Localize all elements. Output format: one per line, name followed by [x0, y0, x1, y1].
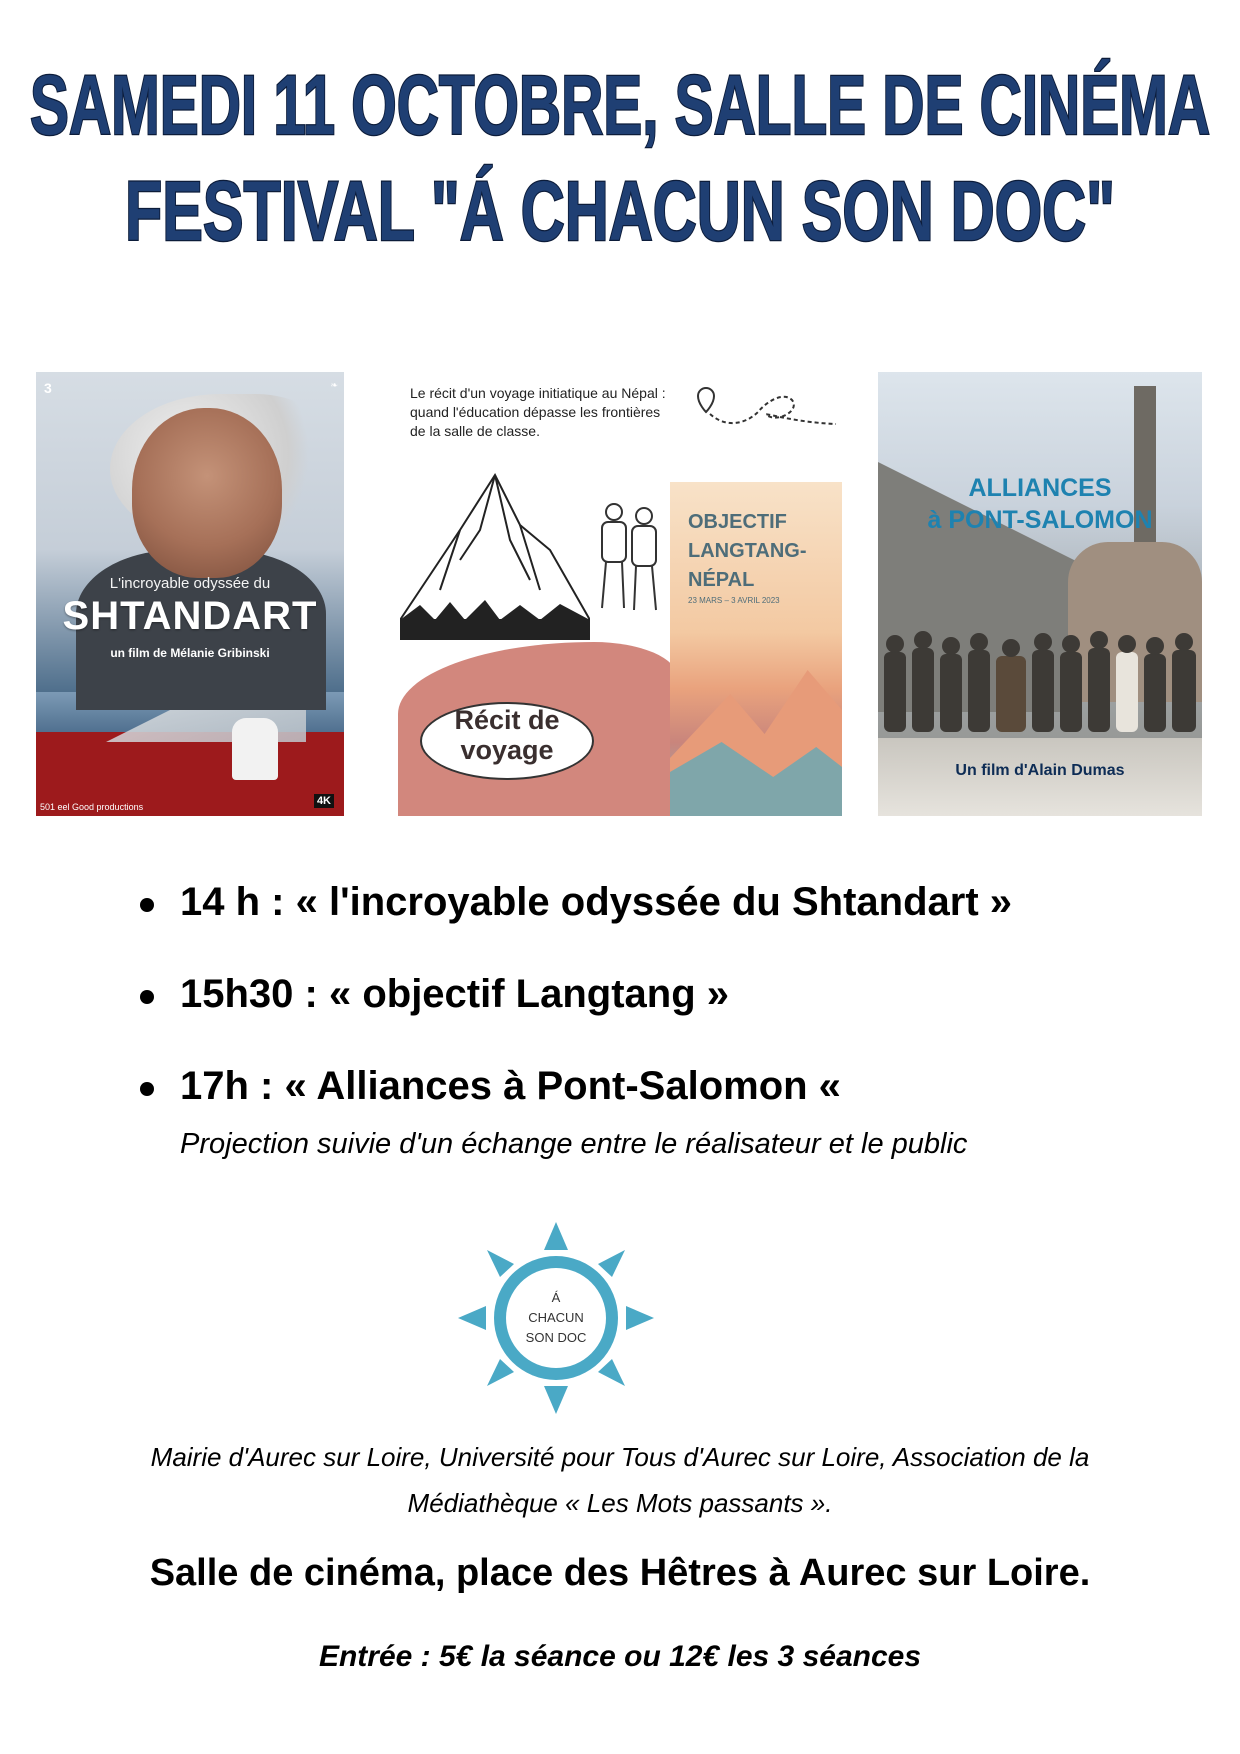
partners [60, 1434, 1180, 1526]
4k-badge: 4K [314, 794, 334, 808]
card-dates: 23 MARS – 3 AVRIL 2023 [688, 596, 780, 605]
bullet-icon [140, 1082, 154, 1096]
partners-line-1: Mairie d'Aurec sur Loire, Université pour Tous d'Aurec sur Loire, Association de la [150, 1442, 1090, 1472]
poster-byline: un film de Mélanie Gribinski [110, 646, 270, 660]
card-title-line-3: NÉPAL [688, 569, 755, 591]
headline-wordart [0, 30, 1240, 270]
bullet-icon [140, 990, 154, 1004]
poster-title: SHTANDART [62, 594, 318, 638]
logo-line-3: SON DOC [525, 1330, 587, 1345]
logo-line-1: Á [551, 1290, 561, 1305]
festival-laurel-icon: ❧ [330, 380, 338, 390]
program-title: « l'incroyable odyssée du Shtandart » [295, 880, 1012, 924]
hikers-sketch [584, 498, 670, 616]
program-time: 14 h [180, 880, 261, 924]
card-title-line-2: LANGTANG- [688, 540, 807, 562]
poster-byline: Un film d'Alain Dumas [955, 762, 1125, 779]
route-pin-icon [688, 382, 838, 438]
program-note: Projection suivie d'un échange entre le réalisateur et le public [180, 1128, 968, 1160]
price: Entrée : 5€ la séance ou 12€ les 3 séances [318, 1640, 922, 1673]
workers-crowd-image [878, 622, 1202, 742]
headline [0, 30, 1240, 270]
program-list [146, 880, 1146, 1156]
venue: Salle de cinéma, place des Hêtres à Aurec sur Loire. [149, 1552, 1091, 1594]
recit-line-1: Récit de [454, 705, 560, 735]
poster-production: 501 eel Good productions [40, 802, 144, 812]
headline-line-1: SAMEDI 11 OCTOBRE, SALLE DE CINÉMA [30, 58, 1210, 152]
recit-label [420, 705, 594, 765]
festival-sun-logo [456, 1220, 656, 1416]
poster-kicker: L'incroyable odyssée du [109, 575, 271, 592]
program-time: 15h30 [180, 972, 294, 1016]
poster-title-line-1: ALLIANCES [968, 474, 1112, 502]
bullet-icon [140, 898, 154, 912]
program-time: 17h [180, 1064, 249, 1108]
poster-shtandart [36, 372, 344, 816]
poster-pont-salomon [878, 372, 1202, 816]
recit-line-2: voyage [460, 735, 554, 765]
posters-row [0, 372, 1240, 816]
card-title [688, 508, 838, 595]
program-item: 17h : « Alliances à Pont-Salomon « [146, 1064, 1146, 1156]
program-item: 15h30 : « objectif Langtang » [146, 972, 1146, 1064]
program-item: 14 h : « l'incroyable odyssée du Shtandart » [146, 880, 1146, 972]
partners-line-2: Médiathèque « Les Mots passants ». [407, 1488, 833, 1518]
poster-intro-text: Le récit d'un voyage initiatique au Népal : quand l'éducation dépasse les frontières de la salle de classe. [410, 385, 666, 439]
channel-logo: 3 [44, 380, 52, 396]
program-title: « objectif Langtang » [328, 972, 730, 1016]
card-title-line-1: OBJECTIF [688, 511, 787, 533]
poster-langtang [398, 372, 842, 816]
sailor-image [232, 718, 278, 780]
poster-title [878, 472, 1202, 536]
man-face-image [132, 408, 282, 578]
logo-line-2: CHACUN [528, 1310, 584, 1325]
program-title: « Alliances à Pont-Salomon « [284, 1064, 841, 1108]
headline-line-2: FESTIVAL "Á CHACUN SON DOC" [125, 164, 1115, 258]
poster-title-line-2: à PONT-SALOMON [927, 506, 1153, 534]
mountain-sketch [400, 470, 590, 640]
